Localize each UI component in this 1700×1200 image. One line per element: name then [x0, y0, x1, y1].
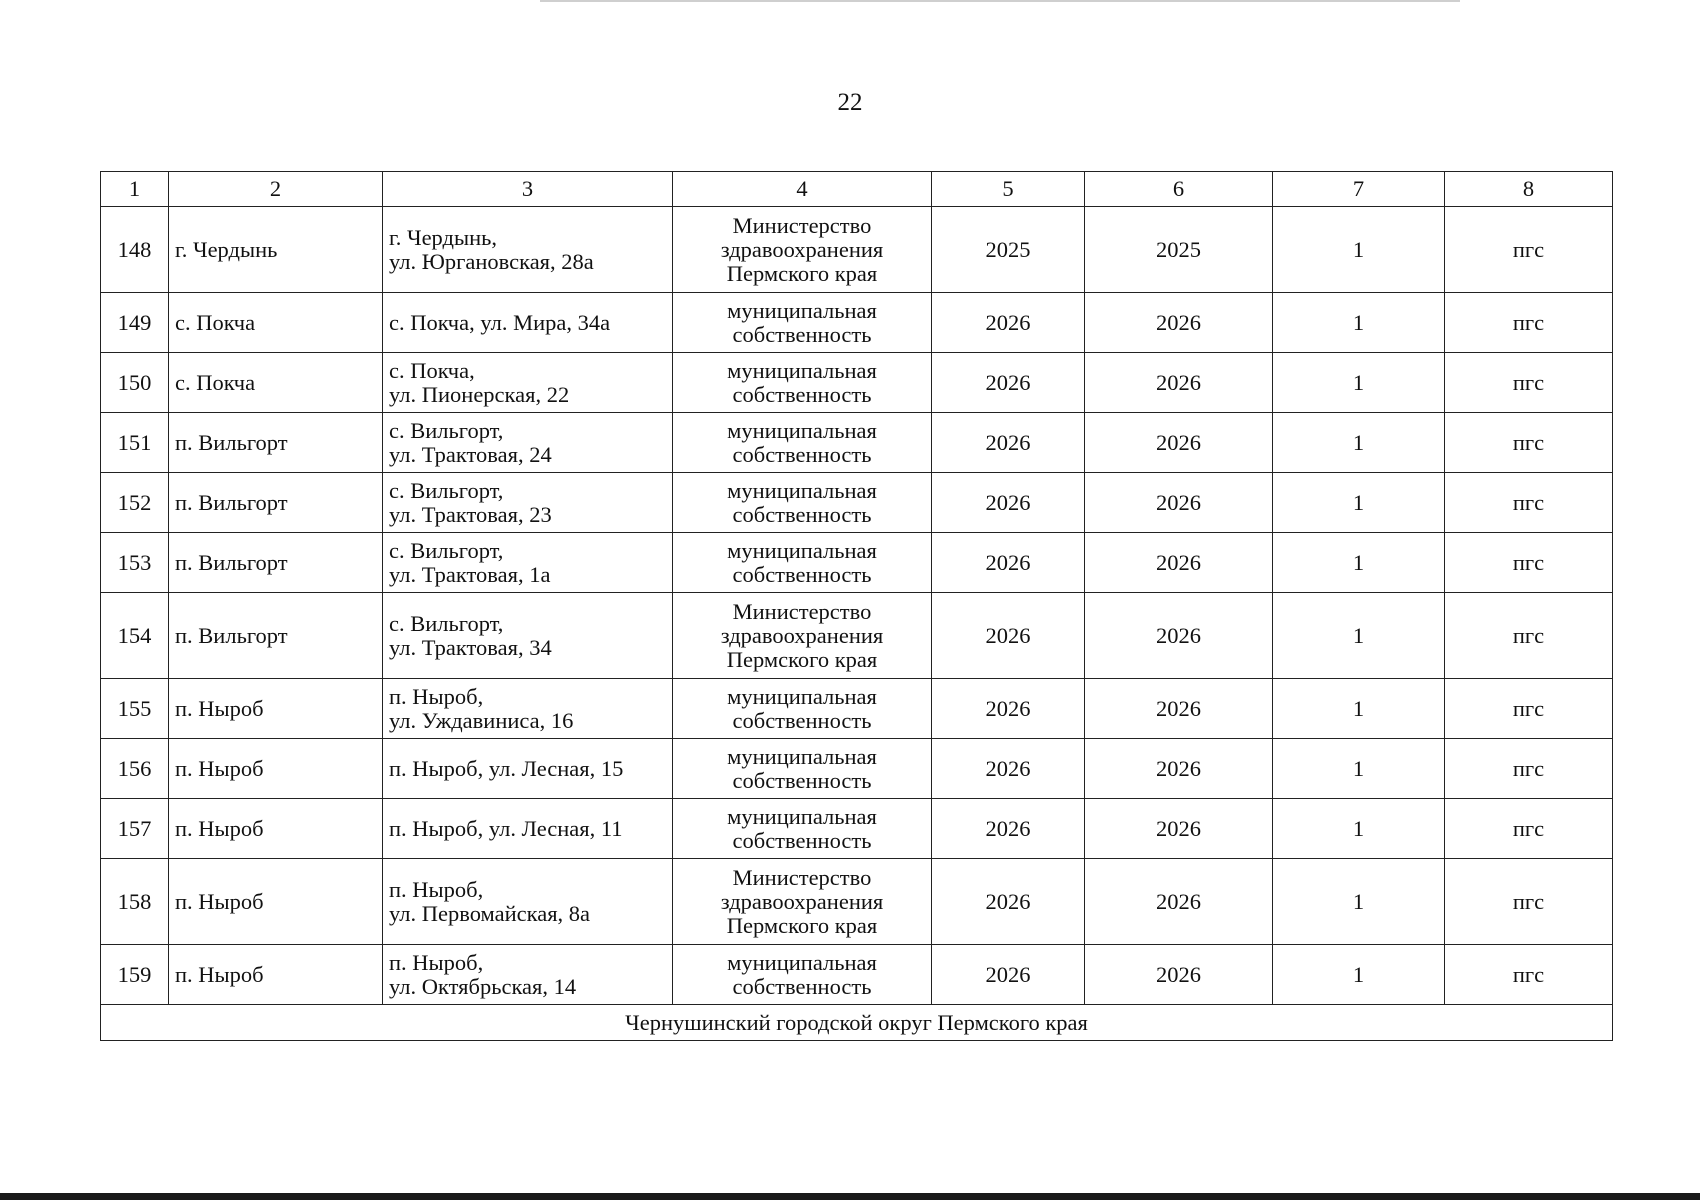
- type-cell: пгс: [1445, 679, 1613, 739]
- row-number-cell: 155: [101, 679, 169, 739]
- table-row: [101, 353, 1613, 413]
- owner-line: собственность: [732, 561, 872, 587]
- quantity-cell: 1: [1273, 207, 1445, 293]
- owner-line: собственность: [732, 381, 872, 407]
- owner-line: Министерство: [732, 598, 872, 624]
- settlement-cell: п. Вильгорт: [169, 413, 383, 473]
- row-number-cell: 156: [101, 739, 169, 799]
- address-line: п. Ныроб,: [389, 876, 484, 902]
- settlement-cell: с. Покча: [169, 353, 383, 413]
- year-end-cell: 2026: [1085, 593, 1273, 679]
- owner-cell: [673, 207, 932, 293]
- address-line: п. Ныроб,: [389, 949, 484, 975]
- owner-line: муниципальная: [727, 537, 877, 563]
- owner-cell: [673, 799, 932, 859]
- year-end-cell: 2026: [1085, 353, 1273, 413]
- year-start-cell: 2026: [932, 353, 1085, 413]
- column-header: 8: [1445, 172, 1613, 207]
- table-row: [101, 413, 1613, 473]
- address-line: ул. Юргановская, 28а: [389, 248, 594, 274]
- owner-line: Пермского края: [726, 646, 878, 672]
- year-end-cell: 2026: [1085, 945, 1273, 1005]
- register-table: [100, 171, 1613, 1041]
- type-cell: пгс: [1445, 533, 1613, 593]
- row-number-cell: 151: [101, 413, 169, 473]
- settlement-cell: г. Чердынь: [169, 207, 383, 293]
- address-cell: [383, 593, 673, 679]
- year-start-cell: 2026: [932, 293, 1085, 353]
- owner-cell: [673, 679, 932, 739]
- owner-line: Пермского края: [726, 912, 878, 938]
- header-row: [101, 172, 1613, 207]
- quantity-cell: 1: [1273, 533, 1445, 593]
- owner-cell: [673, 533, 932, 593]
- address-line: ул. Трактовая, 24: [389, 441, 552, 467]
- table-row: [101, 207, 1613, 293]
- address-line: п. Ныроб, ул. Лесная, 11: [389, 815, 623, 841]
- row-number-cell: 148: [101, 207, 169, 293]
- owner-line: Пермского края: [726, 260, 878, 286]
- owner-line: собственность: [732, 973, 872, 999]
- column-header: 6: [1085, 172, 1273, 207]
- year-start-cell: 2026: [932, 799, 1085, 859]
- year-end-cell: 2026: [1085, 859, 1273, 945]
- year-start-cell: 2026: [932, 679, 1085, 739]
- quantity-cell: 1: [1273, 413, 1445, 473]
- address-line: с. Покча, ул. Мира, 34а: [389, 309, 611, 335]
- address-cell: [383, 859, 673, 945]
- owner-line: здравоохранения: [720, 236, 884, 262]
- owner-cell: [673, 739, 932, 799]
- table-row: [101, 945, 1613, 1005]
- year-start-cell: 2026: [932, 413, 1085, 473]
- row-number-cell: 152: [101, 473, 169, 533]
- owner-line: собственность: [732, 767, 872, 793]
- owner-line: собственность: [732, 827, 872, 853]
- settlement-cell: п. Вильгорт: [169, 473, 383, 533]
- settlement-cell: п. Ныроб: [169, 739, 383, 799]
- owner-line: муниципальная: [727, 743, 877, 769]
- table-row: [101, 859, 1613, 945]
- row-number-cell: 157: [101, 799, 169, 859]
- year-end-cell: 2026: [1085, 293, 1273, 353]
- table-row: [101, 473, 1613, 533]
- settlement-cell: п. Ныроб: [169, 859, 383, 945]
- table-row: [101, 679, 1613, 739]
- address-cell: [383, 293, 673, 353]
- scan-edge-top: [540, 0, 1460, 2]
- address-line: с. Вильгорт,: [389, 417, 504, 443]
- type-cell: пгс: [1445, 593, 1613, 679]
- year-start-cell: 2025: [932, 207, 1085, 293]
- address-line: ул. Октябрьская, 14: [389, 973, 577, 999]
- year-end-cell: 2025: [1085, 207, 1273, 293]
- table-row: [101, 593, 1613, 679]
- owner-line: муниципальная: [727, 297, 877, 323]
- year-end-cell: 2026: [1085, 679, 1273, 739]
- owner-line: здравоохранения: [720, 622, 884, 648]
- type-cell: пгс: [1445, 473, 1613, 533]
- settlement-cell: п. Вильгорт: [169, 533, 383, 593]
- column-header: 2: [169, 172, 383, 207]
- owner-cell: [673, 859, 932, 945]
- quantity-cell: 1: [1273, 739, 1445, 799]
- address-line: с. Вильгорт,: [389, 477, 504, 503]
- address-line: г. Чердынь,: [389, 224, 497, 250]
- year-start-cell: 2026: [932, 593, 1085, 679]
- address-line: ул. Уждавиниса, 16: [389, 707, 574, 733]
- owner-cell: [673, 473, 932, 533]
- owner-line: муниципальная: [727, 477, 877, 503]
- column-header: 7: [1273, 172, 1445, 207]
- quantity-cell: 1: [1273, 945, 1445, 1005]
- address-cell: [383, 679, 673, 739]
- address-line: с. Вильгорт,: [389, 537, 504, 563]
- row-number-cell: 150: [101, 353, 169, 413]
- type-cell: пгс: [1445, 739, 1613, 799]
- year-end-cell: 2026: [1085, 413, 1273, 473]
- quantity-cell: 1: [1273, 593, 1445, 679]
- address-cell: [383, 413, 673, 473]
- quantity-cell: 1: [1273, 473, 1445, 533]
- address-cell: [383, 799, 673, 859]
- settlement-cell: п. Ныроб: [169, 679, 383, 739]
- row-number-cell: 159: [101, 945, 169, 1005]
- address-cell: [383, 353, 673, 413]
- owner-line: муниципальная: [727, 949, 877, 975]
- page-number: 22: [837, 89, 863, 116]
- settlement-cell: с. Покча: [169, 293, 383, 353]
- scan-edge-bottom: [0, 1193, 1700, 1200]
- year-end-cell: 2026: [1085, 533, 1273, 593]
- year-start-cell: 2026: [932, 533, 1085, 593]
- address-cell: [383, 533, 673, 593]
- year-start-cell: 2026: [932, 473, 1085, 533]
- type-cell: пгс: [1445, 945, 1613, 1005]
- owner-line: собственность: [732, 501, 872, 527]
- table-row: [101, 293, 1613, 353]
- type-cell: пгс: [1445, 293, 1613, 353]
- quantity-cell: 1: [1273, 293, 1445, 353]
- quantity-cell: 1: [1273, 859, 1445, 945]
- table-row: [101, 533, 1613, 593]
- owner-line: Министерство: [732, 212, 872, 238]
- address-cell: [383, 207, 673, 293]
- address-cell: [383, 945, 673, 1005]
- type-cell: пгс: [1445, 413, 1613, 473]
- table-row: [101, 799, 1613, 859]
- owner-line: здравоохранения: [720, 888, 884, 914]
- owner-line: муниципальная: [727, 803, 877, 829]
- address-line: ул. Первомайская, 8а: [389, 900, 591, 926]
- section-title: Чернушинский городской округ Пермского края: [101, 1005, 1613, 1041]
- row-number-cell: 153: [101, 533, 169, 593]
- table-body: [101, 172, 1613, 1041]
- table-row: [101, 739, 1613, 799]
- owner-cell: [673, 413, 932, 473]
- year-end-cell: 2026: [1085, 739, 1273, 799]
- owner-cell: [673, 593, 932, 679]
- year-end-cell: 2026: [1085, 473, 1273, 533]
- row-number-cell: 158: [101, 859, 169, 945]
- quantity-cell: 1: [1273, 353, 1445, 413]
- quantity-cell: 1: [1273, 679, 1445, 739]
- year-start-cell: 2026: [932, 739, 1085, 799]
- type-cell: пгс: [1445, 207, 1613, 293]
- column-header: 4: [673, 172, 932, 207]
- type-cell: пгс: [1445, 353, 1613, 413]
- owner-line: собственность: [732, 321, 872, 347]
- section-row: [101, 1005, 1613, 1041]
- owner-cell: [673, 353, 932, 413]
- address-line: ул. Пионерская, 22: [389, 381, 570, 407]
- address-line: п. Ныроб, ул. Лесная, 15: [389, 755, 624, 781]
- owner-cell: [673, 293, 932, 353]
- row-number-cell: 154: [101, 593, 169, 679]
- owner-line: собственность: [732, 441, 872, 467]
- settlement-cell: п. Ныроб: [169, 945, 383, 1005]
- address-line: ул. Трактовая, 1а: [389, 561, 551, 587]
- column-header: 3: [383, 172, 673, 207]
- address-line: с. Покча,: [389, 357, 475, 383]
- type-cell: пгс: [1445, 859, 1613, 945]
- column-header: 1: [101, 172, 169, 207]
- owner-line: муниципальная: [727, 357, 877, 383]
- settlement-cell: п. Вильгорт: [169, 593, 383, 679]
- address-line: с. Вильгорт,: [389, 610, 504, 636]
- type-cell: пгс: [1445, 799, 1613, 859]
- owner-line: муниципальная: [727, 417, 877, 443]
- year-start-cell: 2026: [932, 945, 1085, 1005]
- address-line: ул. Трактовая, 23: [389, 501, 552, 527]
- column-header: 5: [932, 172, 1085, 207]
- address-line: ул. Трактовая, 34: [389, 634, 552, 660]
- address-line: п. Ныроб,: [389, 683, 484, 709]
- quantity-cell: 1: [1273, 799, 1445, 859]
- owner-line: собственность: [732, 707, 872, 733]
- owner-line: Министерство: [732, 864, 872, 890]
- settlement-cell: п. Ныроб: [169, 799, 383, 859]
- year-start-cell: 2026: [932, 859, 1085, 945]
- row-number-cell: 149: [101, 293, 169, 353]
- address-cell: [383, 473, 673, 533]
- address-cell: [383, 739, 673, 799]
- owner-cell: [673, 945, 932, 1005]
- owner-line: муниципальная: [727, 683, 877, 709]
- year-end-cell: 2026: [1085, 799, 1273, 859]
